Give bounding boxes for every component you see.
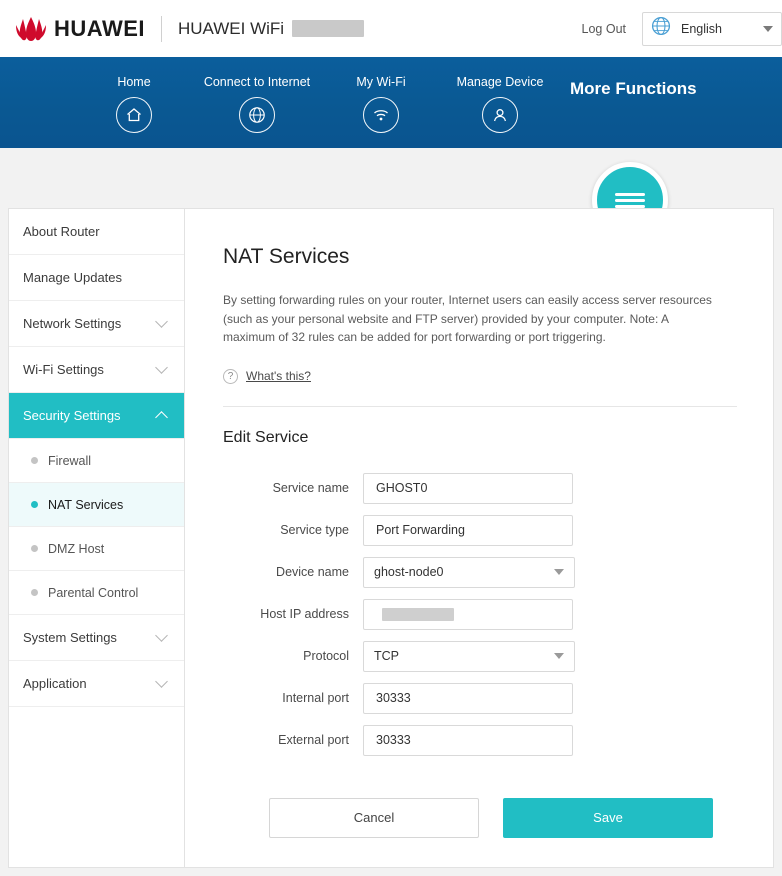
sidebar-label-about-router: About Router (23, 224, 100, 239)
logout-button[interactable]: Log Out (581, 21, 626, 36)
label-internal-port: Internal port (282, 691, 349, 706)
label-service-name: Service name (272, 481, 349, 496)
form-row-service-type (223, 515, 737, 546)
wifi-icon (363, 97, 399, 133)
sidebar (9, 209, 185, 867)
form-row-service-name (223, 473, 737, 504)
main-content (185, 209, 773, 867)
header-divider (161, 16, 162, 42)
form-row-external-port (223, 725, 737, 756)
save-button[interactable]: Save (503, 798, 713, 838)
form-row-host-ip (223, 599, 737, 630)
bullet-icon-active (31, 501, 38, 508)
form-row-protocol (223, 641, 737, 672)
label-service-type: Service type (280, 523, 349, 538)
nav-item-home[interactable] (74, 75, 194, 133)
brand-name: HUAWEI (54, 15, 145, 41)
language-selector[interactable] (642, 12, 782, 46)
sidebar-label-wifi-settings: Wi-Fi Settings (23, 362, 104, 377)
sidebar-item-about-router[interactable] (9, 209, 184, 255)
main-nav (0, 57, 782, 148)
page-title: NAT Services (223, 245, 350, 268)
nav-item-my-wifi[interactable] (321, 75, 441, 133)
brand-logo (0, 15, 145, 43)
sidebar-label-manage-updates: Manage Updates (23, 270, 123, 285)
chevron-down-icon (554, 569, 564, 575)
sidebar-label-parental-control: Parental Control (48, 585, 139, 600)
chevron-down-icon (763, 26, 773, 32)
section-divider (223, 406, 737, 407)
user-icon (482, 97, 518, 133)
help-link-row (223, 369, 737, 384)
form-row-device-name (223, 557, 737, 588)
sidebar-label-system-settings: System Settings (23, 630, 117, 645)
service-name-input[interactable] (363, 473, 573, 504)
service-type-input[interactable] (363, 515, 573, 546)
protocol-value: TCP (374, 649, 399, 664)
nav-label-connect: Connect to Internet (203, 75, 311, 89)
page-description: By setting forwarding rules on your router, Internet users can easily access server resources (such as your personal website and FTP server) provided by your computer. Note: A maximum of 32 rules can be added for port forwarding or port triggering. (223, 293, 712, 345)
bullet-icon (31, 545, 38, 552)
section-title: Edit Service (223, 428, 309, 446)
menu-icon (615, 193, 645, 196)
router-title (178, 19, 364, 39)
top-bar (0, 0, 782, 57)
label-host-ip-address: Host IP address (260, 607, 349, 622)
protocol-select[interactable] (363, 641, 575, 672)
router-title-text: HUAWEI WiFi (178, 18, 285, 38)
sidebar-item-network-settings[interactable] (9, 301, 184, 347)
nav-item-manage-device[interactable] (440, 75, 560, 133)
router-name-redacted (292, 20, 364, 37)
sidebar-item-wifi-settings[interactable] (9, 347, 184, 393)
sidebar-label-nat-services: NAT Services (48, 497, 124, 512)
service-name-input-field[interactable] (374, 480, 562, 496)
sidebar-item-firewall[interactable] (9, 439, 184, 483)
top-bar-right (582, 0, 782, 57)
bullet-icon (31, 457, 38, 464)
chevron-down-icon (155, 361, 168, 374)
huawei-flower-icon (14, 15, 48, 43)
host-ip-address-input[interactable] (363, 599, 573, 630)
chevron-down-icon (155, 629, 168, 642)
whats-this-link[interactable]: What's this? (246, 369, 311, 384)
content-panel (8, 208, 774, 868)
form-row-internal-port (223, 683, 737, 714)
sidebar-item-nat-services[interactable] (9, 483, 184, 527)
label-protocol: Protocol (303, 649, 349, 664)
chevron-down-icon (155, 315, 168, 328)
sidebar-label-firewall: Firewall (48, 453, 92, 468)
action-buttons (269, 798, 737, 838)
service-type-input-field[interactable] (374, 522, 562, 538)
internal-port-input-field[interactable] (374, 690, 562, 706)
nav-label-home: Home (117, 75, 151, 89)
label-external-port: External port (278, 733, 349, 748)
nav-item-connect-to-internet[interactable] (197, 75, 317, 133)
external-port-input-field[interactable] (374, 732, 562, 748)
sidebar-item-system-settings[interactable] (9, 615, 184, 661)
home-icon (116, 97, 152, 133)
question-mark-icon: ? (223, 369, 238, 384)
sidebar-label-dmz-host: DMZ Host (48, 541, 105, 556)
label-device-name: Device name (276, 565, 349, 580)
sidebar-label-network-settings: Network Settings (23, 316, 122, 331)
nav-label-manage-device: Manage Device (456, 75, 544, 89)
nav-label-more-functions: More Functions (570, 79, 697, 98)
nav-label-my-wifi: My Wi-Fi (356, 75, 406, 89)
device-name-value: ghost-node0 (374, 565, 444, 580)
sidebar-item-parental-control[interactable] (9, 571, 184, 615)
cancel-button[interactable]: Cancel (269, 798, 479, 838)
globe-icon (239, 97, 275, 133)
bullet-icon (31, 589, 38, 596)
sidebar-item-application[interactable] (9, 661, 184, 707)
sidebar-item-security-settings[interactable] (9, 393, 184, 439)
sidebar-item-dmz-host[interactable] (9, 527, 184, 571)
sidebar-label-application: Application (23, 676, 87, 691)
chevron-down-icon (155, 675, 168, 688)
external-port-input[interactable] (363, 725, 573, 756)
sidebar-item-manage-updates[interactable] (9, 255, 184, 301)
menu-icon-line2 (615, 199, 645, 202)
nav-item-more-functions[interactable] (570, 79, 697, 107)
device-name-select[interactable] (363, 557, 575, 588)
sidebar-label-security-settings: Security Settings (23, 408, 121, 423)
chevron-up-icon (155, 411, 168, 424)
language-label: English (681, 21, 722, 36)
internal-port-input[interactable] (363, 683, 573, 714)
globe-icon (651, 16, 671, 41)
chevron-down-icon (554, 653, 564, 659)
host-ip-redacted (382, 608, 454, 621)
